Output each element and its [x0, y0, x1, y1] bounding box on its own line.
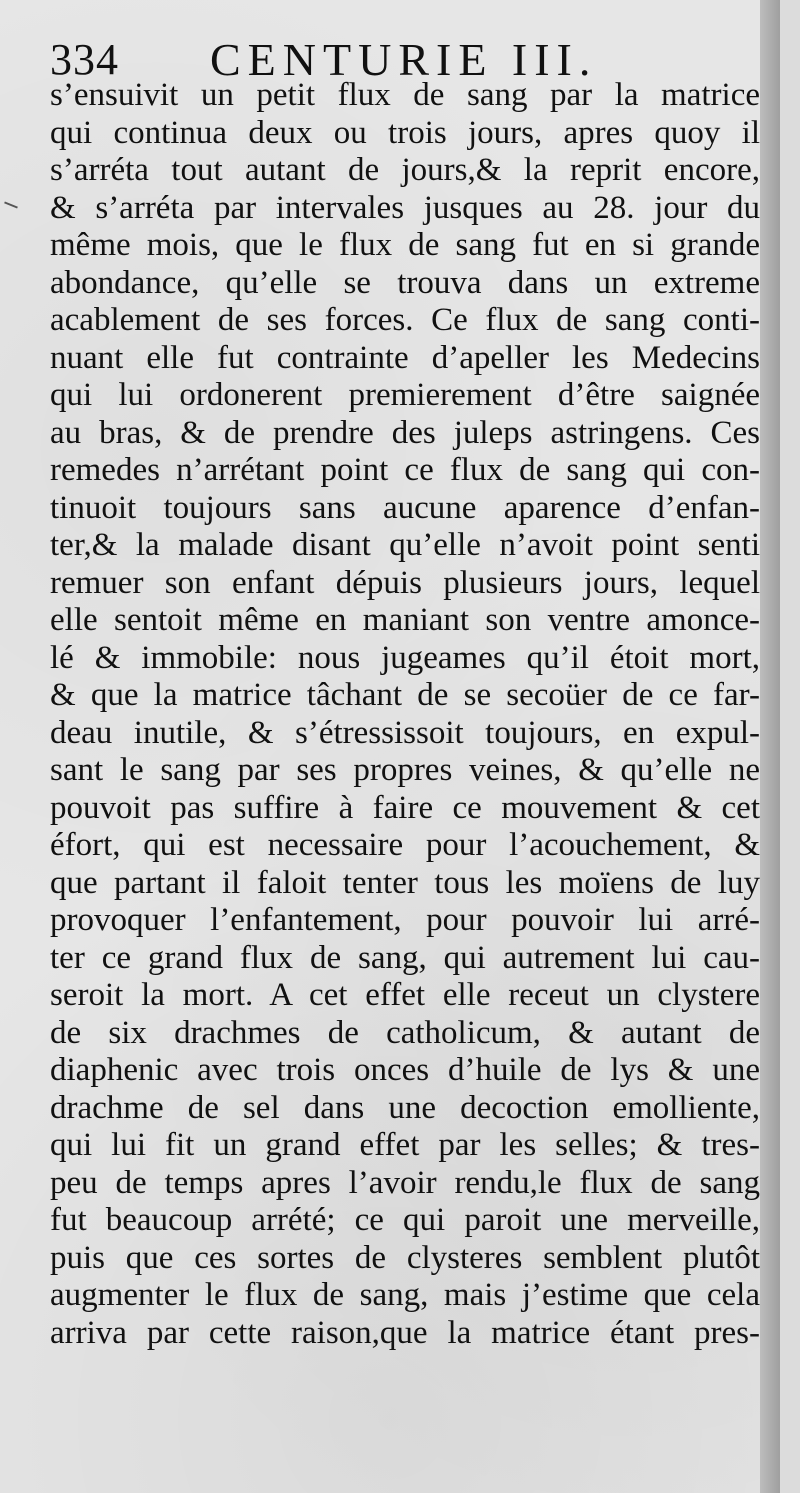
text-line: augmenter le flux de sang, mais j’estime que cela: [50, 1277, 760, 1313]
text-line: ter ce grand flux de sang, qui autrement lui cau-: [50, 939, 760, 976]
text-line: deau inutile, & s’étressissoit toujours, en expul-: [50, 714, 760, 751]
text-line: qui lui fit un grand effet par les selles; & tres-: [50, 1127, 760, 1163]
text-line: diaphenic avec trois onces d’huile de lys & une: [50, 1052, 760, 1088]
text-line: provoquer l’enfantement, pour pouvoir lui arré-: [50, 902, 760, 938]
text-line: qui lui ordonerent premierement d’être saignée: [50, 377, 760, 413]
text-line: nuant elle fut contrainte d’apeller les Medecins: [50, 339, 760, 376]
text-line: de six drachmes de catholicum, & autant de: [50, 1014, 760, 1051]
text-line: puis que ces sortes de clysteres semblent plutôt: [50, 1239, 760, 1276]
text-line: fut beaucoup arrété; ce qui paroit une merveille,: [50, 1202, 760, 1238]
text-line: que partant il faloit tenter tous les moïens de luy: [50, 864, 760, 901]
text-line: acablement de ses forces. Ce flux de sang conti-: [50, 302, 760, 338]
text-line: remuer son enfant dépuis plusieurs jours, lequel: [50, 564, 760, 601]
text-line: même mois, que le flux de sang fut en si grande: [50, 227, 760, 263]
text-line: seroit la mort. A cet effet elle receut un clystere: [50, 977, 760, 1013]
margin-mark: [4, 201, 18, 208]
text-line: éfort, qui est necessaire pour l’acouchement, &: [50, 827, 760, 863]
text-line: elle sentoit même en maniant son ventre amonce-: [50, 602, 760, 638]
page-number: 334: [50, 35, 119, 84]
text-line: tinuoit toujours sans aucune aparence d’enfan-: [50, 489, 760, 526]
text-line: qui continua deux ou trois jours, apres quoy il: [50, 114, 760, 151]
text-line: abondance, qu’elle se trouva dans un extreme: [50, 264, 760, 301]
text-line: & que la matrice tâchant de se secoüer de ce far-: [50, 677, 760, 713]
running-title: CENTURIE III.: [210, 34, 598, 85]
text-line: lé & immobile: nous jugeames qu’il étoit mort,: [50, 639, 760, 676]
body-text: [50, 77, 760, 1352]
text-line: s’arréta tout autant de jours,& la reprit encore,: [50, 152, 760, 188]
text-line: peu de temps apres l’avoir rendu,le flux de sang: [50, 1164, 760, 1201]
text-line: sant le sang par ses propres veines, & qu’elle ne: [50, 752, 760, 788]
page-edge-shadow: [760, 0, 780, 1493]
text-line: s’ensuivit un petit flux de sang par la matrice: [50, 77, 760, 113]
text-line: & s’arréta par intervales jusques au 28. jour du: [50, 189, 760, 226]
text-line: pouvoit pas suffire à faire ce mouvement & cet: [50, 789, 760, 826]
text-line: remedes n’arrétant point ce flux de sang qui con-: [50, 452, 760, 488]
text-line: au bras, & de prendre des juleps astringens. Ces: [50, 414, 760, 451]
text-line: drachme de sel dans une decoction emolliente,: [50, 1089, 760, 1126]
text-line: arriva par cette raison,que la matrice étant pres-: [50, 1314, 760, 1351]
text-line: ter,& la malade disant qu’elle n’avoit point senti: [50, 527, 760, 563]
